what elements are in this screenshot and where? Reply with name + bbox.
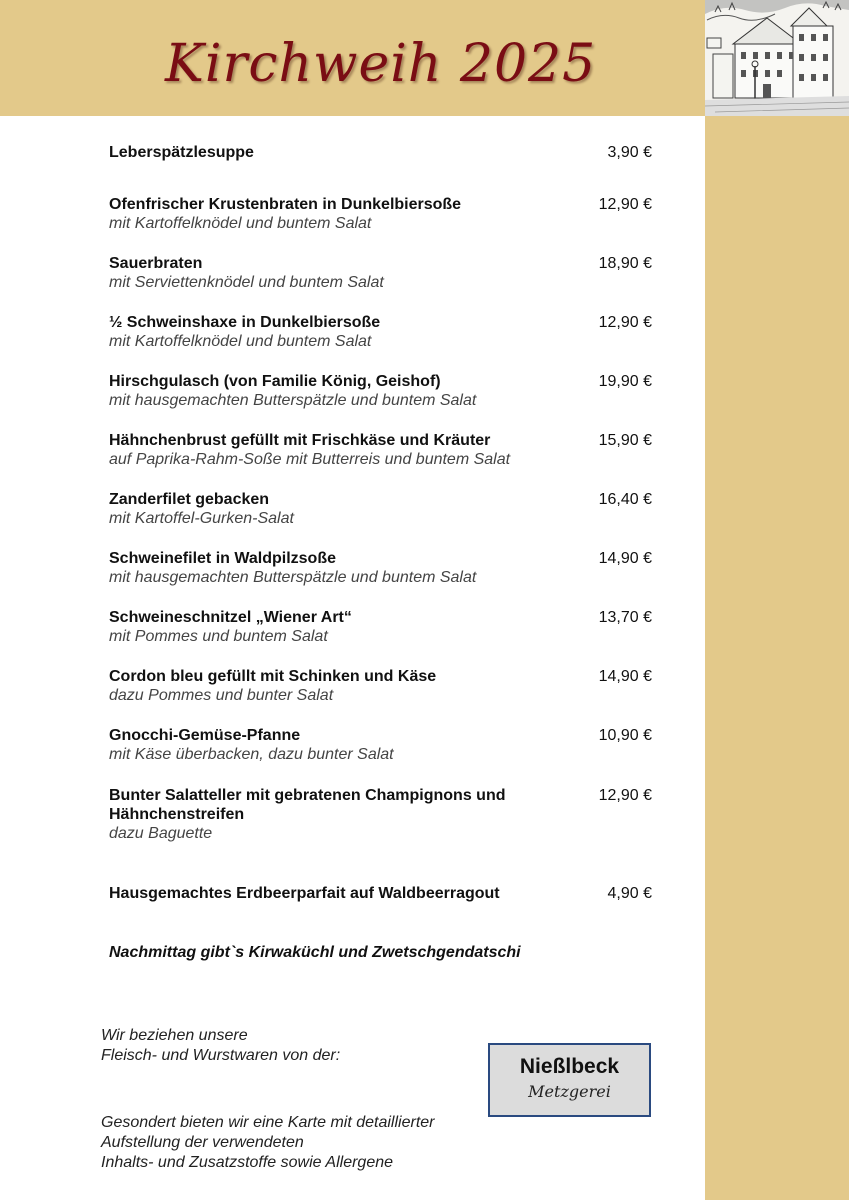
menu-item-name: Ofenfrischer Krustenbraten in Dunkelbiersoße — [109, 196, 462, 213]
menu-item — [109, 143, 669, 162]
menu-item — [109, 608, 669, 647]
side-band — [705, 116, 849, 1200]
menu-item-description: mit Pommes und buntem Salat — [109, 628, 328, 645]
menu-item-name: Hirschgulasch (von Familie König, Geishof) — [109, 373, 441, 390]
building-sketch-image — [705, 0, 849, 116]
menu-item-description: dazu Baguette — [109, 825, 213, 842]
menu-item-name: Hausgemachtes Erdbeerparfait auf Waldbeerragout — [109, 885, 500, 902]
menu-item-price: 16,40 € — [598, 491, 652, 508]
menu-item-name: Gnocchi-Gemüse-Pfanne — [109, 727, 301, 744]
menu-item-description: mit Käse überbacken, dazu bunter Salat — [109, 746, 394, 763]
menu-item-price: 12,90 € — [598, 787, 652, 804]
menu-item-name: Schweineschnitzel „Wiener Art“ — [109, 609, 352, 626]
menu-item-name: Leberspätzlesuppe — [109, 144, 254, 161]
menu-item-name: Cordon bleu gefüllt mit Schinken und Käse — [109, 668, 437, 685]
supplier-line: Wir beziehen unsere — [101, 1027, 248, 1044]
menu-item — [109, 195, 669, 234]
menu-item — [109, 726, 669, 765]
menu-item-description: mit Kartoffelknödel und buntem Salat — [109, 333, 372, 350]
menu-item-description: dazu Pommes und bunter Salat — [109, 687, 334, 704]
supplier-text — [101, 1026, 340, 1066]
logo-subtitle: Metzgerei — [528, 1082, 611, 1101]
menu-item-description: mit hausgemachten Butterspätzle und buntem Salat — [109, 392, 477, 409]
menu-item-price: 3,90 € — [607, 144, 652, 161]
menu-item-name: ½ Schweinshaxe in Dunkelbiersoße — [109, 314, 381, 331]
menu-item-description: auf Paprika-Rahm-Soße mit Butterreis und buntem Salat — [109, 451, 511, 468]
menu-item-price: 13,70 € — [598, 609, 652, 626]
menu-item-price: 15,90 € — [598, 432, 652, 449]
menu-item-name: Sauerbraten — [109, 255, 203, 272]
menu-item-description: mit hausgemachten Butterspätzle und buntem Salat — [109, 569, 477, 586]
menu-item-price: 19,90 € — [598, 373, 652, 390]
menu-item — [109, 313, 669, 352]
menu-item-price: 4,90 € — [607, 885, 652, 902]
building-sketch-drawing — [705, 0, 849, 116]
menu-item — [109, 490, 669, 529]
allergen-line: Gesondert bieten wir eine Karte mit detaillierter — [101, 1114, 435, 1131]
allergen-text — [101, 1113, 435, 1173]
menu-item — [109, 254, 669, 293]
menu-item — [109, 667, 669, 706]
butcher-logo — [488, 1043, 651, 1117]
menu-item-price: 14,90 € — [598, 668, 652, 685]
menu-item-price: 10,90 € — [598, 727, 652, 744]
menu-item-price: 18,90 € — [598, 255, 652, 272]
menu-item-name: Bunter Salatteller mit gebratenen Champignons und Hähnchenstreifen — [109, 787, 506, 823]
menu-item — [109, 549, 669, 588]
menu-item — [109, 372, 669, 411]
menu-item-price: 12,90 € — [598, 314, 652, 331]
menu-item-description: mit Kartoffelknödel und buntem Salat — [109, 215, 372, 232]
menu-item-description: mit Kartoffel-Gurken-Salat — [109, 510, 294, 527]
supplier-line: Fleisch- und Wurstwaren von der: — [101, 1047, 341, 1064]
menu-item-price: 12,90 € — [598, 196, 652, 213]
menu-item-description: mit Serviettenknödel und buntem Salat — [109, 274, 384, 291]
logo-name: Nießlbeck — [519, 1055, 620, 1078]
menu-item-price: 14,90 € — [598, 550, 652, 567]
menu-item — [109, 431, 669, 470]
page-title: Kirchweih 2025 — [165, 34, 597, 94]
menu-item — [109, 884, 669, 903]
menu-item-name: Schweinefilet in Waldpilzsoße — [109, 550, 336, 567]
afternoon-note: Nachmittag gibt`s Kirwaküchl und Zwetschgendatschi — [109, 944, 521, 961]
menu-item-name: Zanderfilet gebacken — [109, 491, 270, 508]
allergen-line: Inhalts- und Zusatzstoffe sowie Allergene — [101, 1154, 394, 1171]
allergen-line: Aufstellung der verwendeten — [101, 1134, 304, 1151]
menu-item-name: Hähnchenbrust gefüllt mit Frischkäse und Kräuter — [109, 432, 491, 449]
menu-item — [109, 786, 669, 844]
